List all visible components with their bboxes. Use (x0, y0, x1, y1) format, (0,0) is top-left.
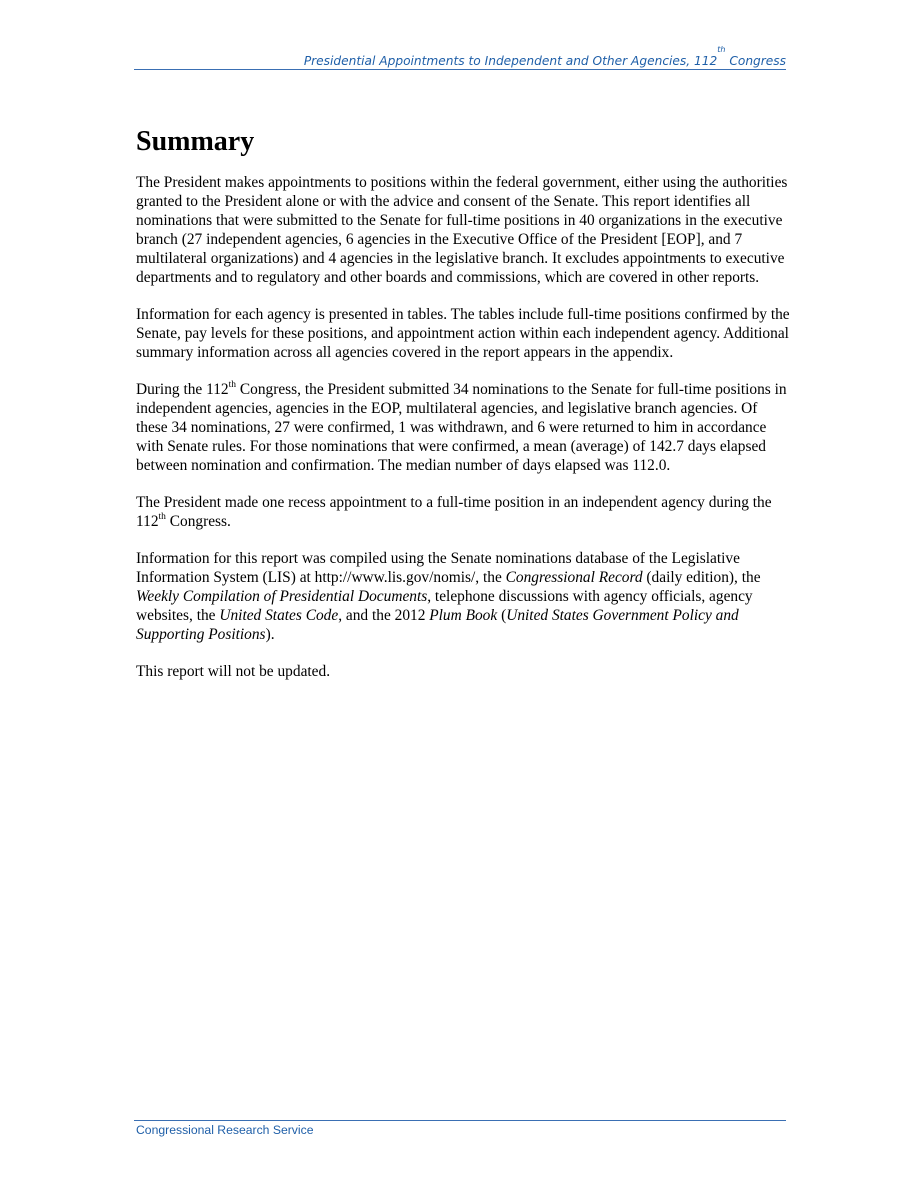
p5-text-e: ( (497, 607, 507, 624)
p5-text-b: (daily edition), the (642, 569, 761, 586)
running-title-ordinal: th (717, 45, 726, 54)
p5-text-c: , telephone discussions with agency officials, agency websites, the (136, 588, 753, 624)
p5-text-f: ). (265, 626, 275, 643)
p5-text-a: Information for this report was compiled using the Senate nominations database of the Legislative Information System (LIS) at http://www.lis.gov/nomis/, the (136, 550, 740, 586)
running-title-post: Congress (725, 54, 786, 68)
summary-paragraph-5 (136, 549, 790, 644)
p5-text-d: , and the 2012 (338, 607, 430, 624)
us-code-title: United States Code (219, 607, 339, 624)
running-title-pre: Presidential Appointments to Independent and Other Agencies, 112 (303, 54, 718, 68)
summary-paragraph-1: The President makes appointments to positions within the federal government, either using the authorities granted to the President alone or with the advice and consent of the Senate. This report identifies all nominations that were submitted to the Senate for full-time positions in 40 organizations in the executive branch (27 independent agencies, 6 agencies in the Executive Office of the President [EOP], and 7 multilateral organizations) and 4 agencies in the legislative branch. It excludes appointments to executive departments and to regulatory and other boards and commissions, which are covered in other reports. (136, 174, 788, 286)
p3-ordinal: th (228, 379, 237, 390)
summary-paragraph-3 (136, 380, 790, 475)
p4-text-a: The President made one recess appointment to a full-time position in an independent agency during the 112 (136, 494, 772, 530)
summary-paragraph-4 (136, 493, 790, 531)
summary-paragraph-6: This report will not be updated. (136, 663, 331, 680)
p3-text-a: During the 112 (136, 381, 229, 398)
congressional-record-title: Congressional Record (505, 569, 643, 586)
plum-book-subtitle: United States Government Policy and Supporting Positions (136, 607, 739, 643)
running-header (134, 45, 786, 69)
summary-section (136, 120, 790, 699)
p3-text-b: Congress, the President submitted 34 nominations to the Senate for full-time positions in independent agencies, agencies in the EOP, multilateral agencies, and legislative branch agencies. Of these 34 nominations, 27 were confirmed, 1 was withdrawn, and 6 were returned to him in accordance with Senate rules. For those nominations that were confirmed, a mean (average) of 142.7 days elapsed between nomination and confirmation. The median number of days elapsed was 112.0. (136, 381, 787, 474)
plum-book-title: Plum Book (429, 607, 498, 624)
p4-text-b: Congress. (165, 513, 231, 530)
summary-paragraph-2: Information for each agency is presented in tables. The tables include full-time positions confirmed by the Senate, pay levels for these positions, and appointment action within each independent agency. Additional summary information across all agencies covered in the report appears in the appendix. (136, 306, 790, 361)
p4-ordinal: th (158, 511, 166, 522)
summary-heading: Summary (136, 126, 255, 157)
footer-organization: Congressional Research Service (136, 1123, 314, 1137)
header-rule (134, 69, 786, 70)
footer-rule (134, 1120, 786, 1121)
weekly-compilation-title: Weekly Compilation of Presidential Documents (136, 588, 428, 605)
